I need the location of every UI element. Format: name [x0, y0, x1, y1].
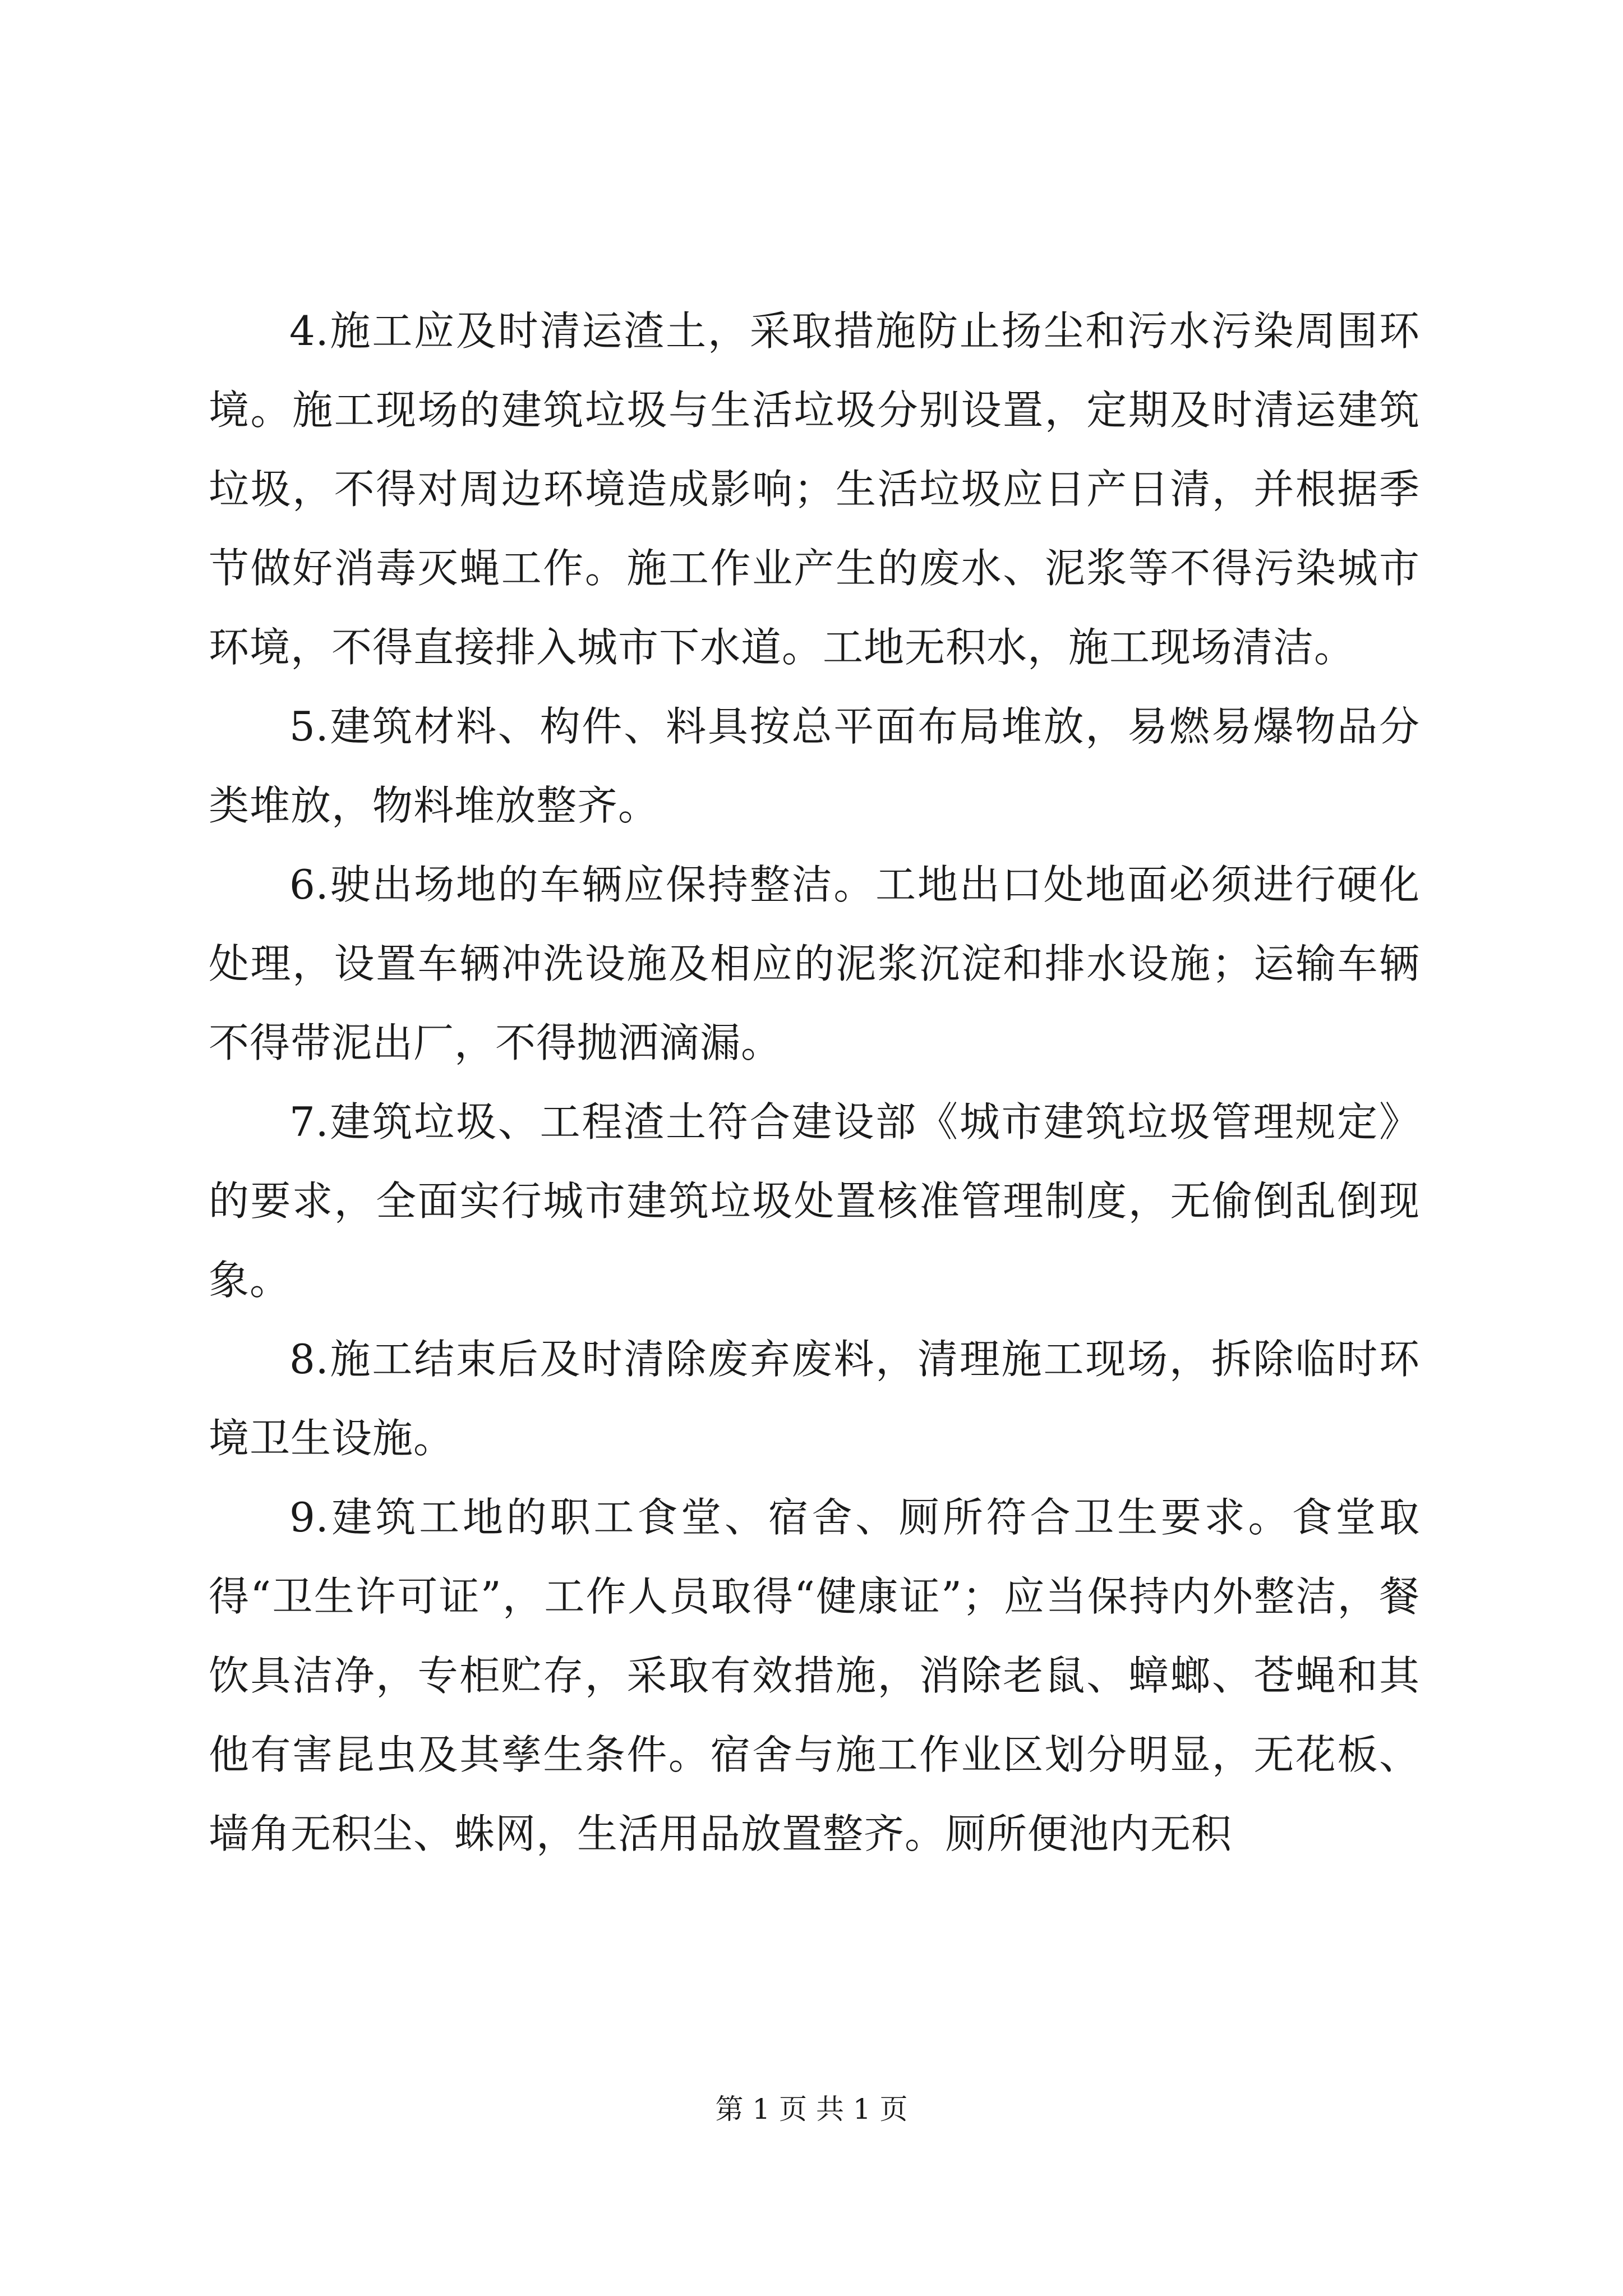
paragraph-item-9: 9.建筑工地的职工食堂、宿舍、厕所符合卫生要求。食堂取得“卫生许可证”，工作人员取得“健康证”；应当保持内外整洁，餐饮具洁净，专柜贮存，采取有效措施，消除老鼠、蟑螂、苍蝇和其他有害昆虫及其孳生条件。宿舍与施工作业区划分明显，无花板、墙角无积尘、蛛网，生活用品放置整齐。厕所便池内无积 [209, 1494, 1420, 1857]
paragraph-item-5: 5.建筑材料、构件、料具按总平面布局堆放，易燃易爆物品分类堆放，物料堆放整齐。 [209, 703, 1420, 829]
page-number-footer: 第 1 页 共 1 页 [715, 2093, 908, 2125]
paragraph-item-7: 7.建筑垃圾、工程渣土符合建设部《城市建筑垃圾管理规定》的要求，全面实行城市建筑垃圾处置核准管理制度，无偷倒乱倒现象。 [209, 1098, 1420, 1304]
paragraph-item-8: 8.施工结束后及时清除废弃废料，清理施工现场，拆除临时环境卫生设施。 [209, 1336, 1420, 1462]
document-body [209, 292, 1420, 1874]
paragraph-item-6: 6.驶出场地的车辆应保持整洁。工地出口处地面必须进行硬化处理，设置车辆冲洗设施及相应的泥浆沉淀和排水设施；运输车辆不得带泥出厂，不得抛洒滴漏。 [209, 861, 1420, 1066]
paragraph-item-4: 4.施工应及时清运渣土，采取措施防止扬尘和污水污染周围环境。施工现场的建筑垃圾与生活垃圾分别设置，定期及时清运建筑垃圾，不得对周边环境造成影响；生活垃圾应日产日清，并根据季节做好消毒灭蝇工作。施工作业产生的废水、泥浆等不得污染城市环境，不得直接排入城市下水道。工地无积水，施工现场清洁。 [209, 307, 1420, 671]
